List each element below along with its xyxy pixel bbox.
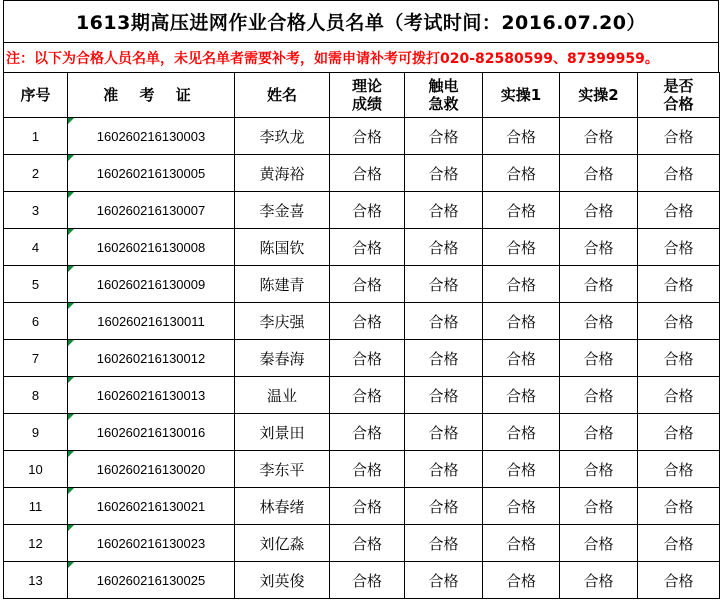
header-shock-line1: 触电 (428, 77, 459, 95)
cell-seq[interactable]: 1 (4, 118, 68, 155)
cell-shock[interactable]: 合格 (405, 340, 483, 377)
cell-op2[interactable]: 合格 (560, 229, 638, 266)
cell-theory[interactable]: 合格 (330, 192, 405, 229)
header-shock-line2: 急救 (428, 95, 459, 113)
cell-seq[interactable]: 12 (4, 525, 68, 562)
cell-pass[interactable]: 合格 (638, 488, 720, 525)
cell-name[interactable]: 陈建青 (235, 266, 330, 303)
cell-cert[interactable]: 160260216130016 (68, 414, 235, 451)
cell-seq[interactable]: 8 (4, 377, 68, 414)
cell-theory[interactable]: 合格 (330, 303, 405, 340)
cell-cert[interactable]: 160260216130005 (68, 155, 235, 192)
cell-theory[interactable]: 合格 (330, 155, 405, 192)
cell-op2[interactable]: 合格 (560, 340, 638, 377)
cell-pass[interactable]: 合格 (638, 525, 720, 562)
cell-seq[interactable]: 11 (4, 488, 68, 525)
cell-pass[interactable]: 合格 (638, 414, 720, 451)
cell-op1[interactable]: 合格 (483, 451, 560, 488)
header-op1[interactable]: 实操1 (483, 73, 560, 118)
cell-cert[interactable]: 160260216130007 (68, 192, 235, 229)
cell-theory[interactable]: 合格 (330, 118, 405, 155)
cell-op1[interactable]: 合格 (483, 118, 560, 155)
cell-pass[interactable]: 合格 (638, 377, 720, 414)
table-row (4, 192, 720, 229)
cell-seq[interactable]: 2 (4, 155, 68, 192)
header-pass-line2: 合格 (663, 95, 694, 113)
cell-op1[interactable]: 合格 (483, 303, 560, 340)
cell-op1[interactable]: 合格 (483, 340, 560, 377)
cell-pass[interactable]: 合格 (638, 229, 720, 266)
results-table (3, 72, 720, 599)
cell-cert[interactable]: 160260216130023 (68, 525, 235, 562)
cell-seq[interactable]: 3 (4, 192, 68, 229)
cell-cert[interactable]: 160260216130013 (68, 377, 235, 414)
cell-theory[interactable]: 合格 (330, 562, 405, 599)
notice-text[interactable]: 注：以下为合格人员名单，未见名单者需要补考，如需申请补考可拨打020-82580599、87399959。 (3, 42, 719, 72)
table-row (4, 118, 720, 155)
header-cert[interactable]: 准 考 证 (68, 73, 235, 118)
cell-seq[interactable]: 4 (4, 229, 68, 266)
cell-cert[interactable]: 160260216130020 (68, 451, 235, 488)
cell-name[interactable]: 刘景田 (235, 414, 330, 451)
cell-theory[interactable]: 合格 (330, 414, 405, 451)
cell-op2[interactable]: 合格 (560, 414, 638, 451)
cell-pass[interactable]: 合格 (638, 340, 720, 377)
cell-op1[interactable]: 合格 (483, 488, 560, 525)
cell-name[interactable]: 林春绪 (235, 488, 330, 525)
header-seq[interactable]: 序号 (4, 73, 68, 118)
cell-op2[interactable]: 合格 (560, 451, 638, 488)
cell-op2[interactable]: 合格 (560, 562, 638, 599)
cell-shock[interactable]: 合格 (405, 451, 483, 488)
cell-shock[interactable]: 合格 (405, 192, 483, 229)
cell-cert[interactable]: 160260216130021 (68, 488, 235, 525)
table-row (4, 414, 720, 451)
cell-theory[interactable]: 合格 (330, 266, 405, 303)
cell-cert[interactable]: 160260216130003 (68, 118, 235, 155)
cell-op2[interactable]: 合格 (560, 192, 638, 229)
header-name[interactable]: 姓名 (235, 73, 330, 118)
cell-op2[interactable]: 合格 (560, 525, 638, 562)
cell-pass[interactable]: 合格 (638, 562, 720, 599)
cell-cert[interactable]: 160260216130012 (68, 340, 235, 377)
cell-pass[interactable]: 合格 (638, 303, 720, 340)
cell-name[interactable]: 刘英俊 (235, 562, 330, 599)
cell-op1[interactable]: 合格 (483, 525, 560, 562)
cell-name[interactable]: 李金喜 (235, 192, 330, 229)
cell-op2[interactable]: 合格 (560, 155, 638, 192)
cell-cert[interactable]: 160260216130025 (68, 562, 235, 599)
table-row (4, 562, 720, 599)
table-row (4, 488, 720, 525)
cell-theory[interactable]: 合格 (330, 340, 405, 377)
sheet-title[interactable]: 1613期高压进网作业合格人员名单（考试时间：2016.07.20） (3, 0, 719, 42)
cell-op2[interactable]: 合格 (560, 118, 638, 155)
cell-op1[interactable]: 合格 (483, 266, 560, 303)
cell-shock[interactable]: 合格 (405, 562, 483, 599)
cell-pass[interactable]: 合格 (638, 451, 720, 488)
table-row (4, 340, 720, 377)
header-row (4, 73, 720, 118)
cell-cert[interactable]: 160260216130008 (68, 229, 235, 266)
header-shock[interactable] (405, 73, 483, 118)
cell-name[interactable]: 秦春海 (235, 340, 330, 377)
cell-name[interactable]: 陈国钦 (235, 229, 330, 266)
cell-op2[interactable]: 合格 (560, 488, 638, 525)
header-theory[interactable] (330, 73, 405, 118)
cell-op1[interactable]: 合格 (483, 229, 560, 266)
cell-op2[interactable]: 合格 (560, 303, 638, 340)
cell-shock[interactable]: 合格 (405, 229, 483, 266)
cell-pass[interactable]: 合格 (638, 155, 720, 192)
table-row (4, 525, 720, 562)
cell-shock[interactable]: 合格 (405, 266, 483, 303)
cell-pass[interactable]: 合格 (638, 192, 720, 229)
cell-name[interactable]: 李东平 (235, 451, 330, 488)
cell-cert[interactable]: 160260216130011 (68, 303, 235, 340)
cell-shock[interactable]: 合格 (405, 155, 483, 192)
cell-shock[interactable]: 合格 (405, 377, 483, 414)
cell-seq[interactable]: 6 (4, 303, 68, 340)
cell-op1[interactable]: 合格 (483, 562, 560, 599)
cell-name[interactable]: 黄海裕 (235, 155, 330, 192)
cell-shock[interactable]: 合格 (405, 414, 483, 451)
cell-seq[interactable]: 5 (4, 266, 68, 303)
cell-seq[interactable]: 13 (4, 562, 68, 599)
cell-shock[interactable]: 合格 (405, 303, 483, 340)
header-op2[interactable]: 实操2 (560, 73, 638, 118)
cell-theory[interactable]: 合格 (330, 488, 405, 525)
cell-op1[interactable]: 合格 (483, 155, 560, 192)
header-theory-line1: 理论 (351, 77, 382, 95)
table-row (4, 303, 720, 340)
cell-op1[interactable]: 合格 (483, 414, 560, 451)
cell-theory[interactable]: 合格 (330, 451, 405, 488)
cell-cert[interactable]: 160260216130009 (68, 266, 235, 303)
cell-seq[interactable]: 9 (4, 414, 68, 451)
cell-shock[interactable]: 合格 (405, 525, 483, 562)
table-row (4, 155, 720, 192)
cell-name[interactable]: 温业 (235, 377, 330, 414)
cell-pass[interactable]: 合格 (638, 118, 720, 155)
cell-name[interactable]: 李庆强 (235, 303, 330, 340)
cell-shock[interactable]: 合格 (405, 118, 483, 155)
table-row (4, 451, 720, 488)
header-pass[interactable] (638, 73, 720, 118)
cell-pass[interactable]: 合格 (638, 266, 720, 303)
cell-name[interactable]: 李玖龙 (235, 118, 330, 155)
header-pass-line1: 是否 (663, 77, 694, 95)
cell-seq[interactable]: 10 (4, 451, 68, 488)
table-row (4, 377, 720, 414)
spreadsheet (3, 0, 719, 599)
header-theory-line2: 成绩 (351, 95, 382, 113)
cell-op1[interactable]: 合格 (483, 377, 560, 414)
cell-op1[interactable]: 合格 (483, 192, 560, 229)
cell-theory[interactable]: 合格 (330, 229, 405, 266)
cell-theory[interactable]: 合格 (330, 377, 405, 414)
table-row (4, 229, 720, 266)
cell-name[interactable]: 刘亿淼 (235, 525, 330, 562)
cell-shock[interactable]: 合格 (405, 488, 483, 525)
cell-theory[interactable]: 合格 (330, 525, 405, 562)
cell-op2[interactable]: 合格 (560, 377, 638, 414)
cell-op2[interactable]: 合格 (560, 266, 638, 303)
cell-seq[interactable]: 7 (4, 340, 68, 377)
table-row (4, 266, 720, 303)
